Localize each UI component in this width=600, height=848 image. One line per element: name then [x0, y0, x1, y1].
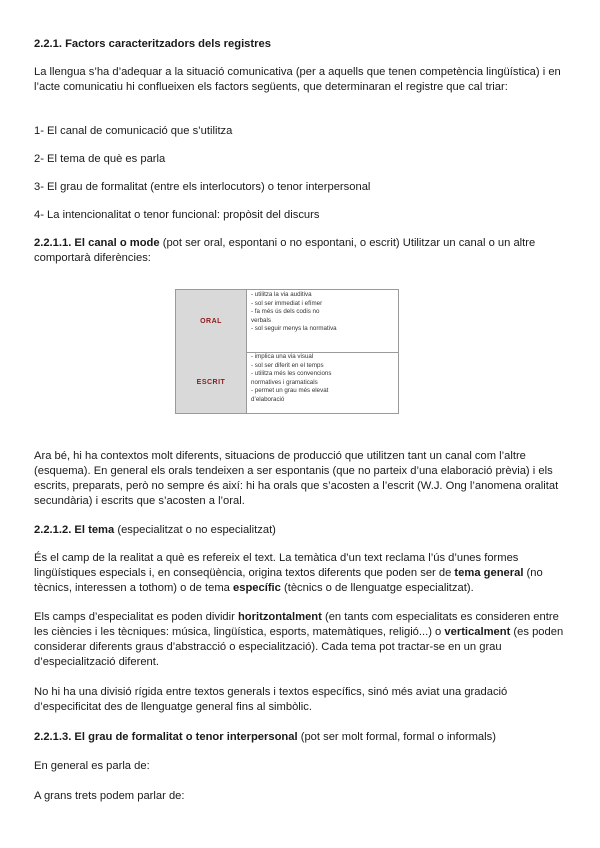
subsection-canal-title: 2.2.1.1. El canal o mode — [34, 237, 160, 249]
term-tema-general: tema general — [454, 567, 524, 579]
intro-paragraph: La llengua s’ha d’adequar a la situació comunicativa (per a aquells que tenen competència lingüística) i en l’acte comunicatiu hi conflueixen els factors següents, que determinaran el registre que cal triar: — [34, 66, 561, 93]
term-verticalment: verticalment — [444, 626, 511, 638]
term-especific: específic — [233, 582, 281, 594]
oral-line: - utilitza la via auditiva — [251, 291, 312, 298]
text-run: Els camps d’especialitat es poden dividir — [34, 611, 238, 623]
escrit-line: d’elaboració — [251, 395, 285, 403]
oral-line: - fa més ús dels codis no — [251, 308, 320, 316]
text-run: (en tants com especialitats es consideren entre les ciències i les tècniques: música, lingüística, esports, matemàtiques, religió...) o — [34, 611, 559, 638]
subsection-tema-text: (especialitzat o no especialitzat) — [114, 524, 276, 536]
oral-label: ORAL — [176, 290, 247, 352]
text-run: (tècnics o de llenguatge especialitzat). — [280, 582, 474, 594]
escrit-line: - sol ser diferit en el temps — [251, 361, 324, 369]
subsection-canal — [34, 236, 574, 266]
factor-item-3: 3- El grau de formalitat (entre els interlocutors) o tenor interpersonal — [34, 181, 371, 193]
subsection-tema-title: 2.2.1.2. El tema — [34, 524, 115, 536]
oral-escrit-table — [175, 289, 399, 414]
subsection-tema — [34, 523, 574, 538]
text-run: (es poden considerar diferents graus d’abstracció o especialització). Cada tema pot tractar-se en un grau d’especialització diferent. — [34, 626, 564, 668]
paragraph-a-grans-trets: A grans trets podem parlar de: — [34, 790, 185, 802]
paragraph-ara-be: Ara bé, hi ha contextos molt diferents, situacions de producció que utilitzen tant un canal com l’altre (esquema). En general els orals tendeixen a ser espontanis (que no parteix d’una elaboració prèvia) i els escrits, preparats, però no sempre és així: hi ha orals que s’acosten a l’escrit (W.J. Ong l’anomena oralitat secundària) i escrits que s’acosten a l’oral. — [34, 450, 559, 507]
table-row-oral — [176, 290, 398, 353]
paragraph-tema — [34, 551, 574, 596]
text-run: (no tècnics, interessen a tothom) o de tema — [34, 567, 543, 594]
paragraph-no-hi-ha: No hi ha una divisió rígida entre textos generals i textos específics, sinó més aviat una gradació d’especificitat des de llenguatge general fins al simbòlic. — [34, 686, 508, 713]
oral-line: - sol ser immediat i efímer — [251, 299, 323, 307]
subsection-formalitat-text: (pot ser molt formal, formal o informals) — [297, 731, 496, 743]
subsection-formalitat-title: 2.2.1.3. El grau de formalitat o tenor interpersonal — [34, 731, 298, 743]
escrit-line: normatives i gramaticals — [251, 378, 318, 386]
text-run: És el camp de la realitat a què es refereix el text. La temàtica d’un text reclama l’ús d’unes formes lingüístiques especials i, en conseqüència, origina textos diferents que poden ser de — [34, 552, 519, 579]
escrit-line: - utilitza més les convencions — [251, 370, 332, 378]
escrit-description — [251, 353, 396, 405]
escrit-label: ESCRIT — [176, 352, 247, 413]
oral-line: - sol seguir menys la normativa — [251, 325, 337, 333]
factor-item-4: 4- La intencionalitat o tenor funcional: propòsit del discurs — [34, 209, 320, 221]
paragraph-camps — [34, 610, 574, 670]
table-row-escrit — [176, 352, 398, 413]
paragraph-en-general: En general es parla de: — [34, 760, 150, 772]
oral-line: verbals — [251, 316, 271, 324]
oral-description — [251, 291, 396, 334]
factor-item-2: 2- El tema de què es parla — [34, 153, 166, 165]
escrit-line: - implica una via visual — [251, 353, 314, 360]
term-horitzontalment: horitzontalment — [237, 611, 322, 623]
subsection-formalitat — [34, 730, 574, 745]
subsection-canal-text: (pot ser oral, espontani o no espontani, o escrit) Utilitzar un canal o un altre comportarà diferències: — [34, 237, 536, 264]
escrit-line: - permet un grau més elevat — [251, 387, 329, 395]
section-heading: 2.2.1. Factors caracteritzadors dels registres — [34, 38, 271, 50]
factor-item-1: 1- El canal de comunicació que s’utilitza — [34, 125, 233, 137]
